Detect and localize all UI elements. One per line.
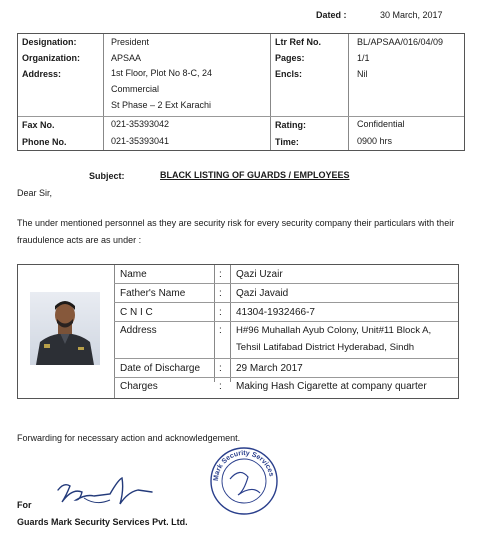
rating-value: Confidential xyxy=(357,119,405,129)
header-table xyxy=(17,33,465,151)
address-line-3: St Phase – 2 Ext Karachi xyxy=(111,100,212,110)
personnel-table xyxy=(17,264,459,399)
cnic-value: 41304-1932466-7 xyxy=(236,307,315,318)
address-row-value-line-2: Tehsil Latifabad District Hyderabad, Sindh xyxy=(236,342,415,353)
organization-value: APSAA xyxy=(111,53,142,63)
company-stamp xyxy=(208,445,280,517)
stamp-text: Mark Security Services xyxy=(212,449,275,482)
for-label: For xyxy=(17,500,32,510)
rating-label: Rating: xyxy=(275,120,306,130)
closing-text: Forwarding for necessary action and acknowledgement. xyxy=(17,433,241,443)
designation-label: Designation: xyxy=(22,37,77,47)
signature-image xyxy=(40,470,160,515)
charges-sep: : xyxy=(219,381,222,392)
body-line-1: The under mentioned personnel as they are security risk for every security company their particulars with their xyxy=(17,218,455,228)
ref-value: BL/APSAA/016/04/09 xyxy=(357,37,444,47)
father-name-sep: : xyxy=(219,288,222,299)
fax-label: Fax No. xyxy=(22,120,55,130)
organization-label: Organization: xyxy=(22,53,80,63)
charges-value: Making Hash Cigarette at company quarter xyxy=(236,381,427,392)
encls-value: Nil xyxy=(357,69,368,79)
phone-value: 021-35393041 xyxy=(111,136,170,146)
discharge-sep: : xyxy=(219,363,222,374)
pages-value: 1/1 xyxy=(357,53,370,63)
date-value: 30 March, 2017 xyxy=(380,10,443,20)
address-line-2: Commercial xyxy=(111,84,160,94)
time-label: Time: xyxy=(275,137,299,147)
father-name-value: Qazi Javaid xyxy=(236,288,289,299)
employee-photo xyxy=(30,292,100,365)
address-row-value-line-1: H#96 Muhallah Ayub Colony, Unit#11 Block A, xyxy=(236,325,432,336)
subject-text: BLACK LISTING OF GUARDS / EMPLOYEES xyxy=(160,170,350,180)
designation-value: President xyxy=(111,37,150,47)
phone-label: Phone No. xyxy=(22,137,67,147)
person-icon xyxy=(30,292,100,365)
cnic-label: C N I C xyxy=(120,307,153,318)
discharge-value: 29 March 2017 xyxy=(236,363,303,374)
encls-label: Encls: xyxy=(275,69,303,79)
address-label: Address: xyxy=(22,69,62,79)
body-line-2: fraudulence acts are as under : xyxy=(17,235,142,245)
salutation: Dear Sir, xyxy=(17,188,53,198)
father-name-label: Father's Name xyxy=(120,288,186,299)
ref-label: Ltr Ref No. xyxy=(275,37,321,47)
subject-label: Subject: xyxy=(89,171,125,181)
address-row-sep: : xyxy=(219,325,222,336)
fax-value: 021-35393042 xyxy=(111,119,170,129)
address-row-label: Address xyxy=(120,325,157,336)
name-label: Name xyxy=(120,269,147,280)
date-label: Dated : xyxy=(316,10,347,20)
address-line-1: 1st Floor, Plot No 8-C, 24 xyxy=(111,68,213,78)
name-sep: : xyxy=(219,269,222,280)
cnic-sep: : xyxy=(219,307,222,318)
time-value: 0900 hrs xyxy=(357,136,393,146)
pages-label: Pages: xyxy=(275,53,305,63)
discharge-label: Date of Discharge xyxy=(120,363,201,374)
company-name: Guards Mark Security Services Pvt. Ltd. xyxy=(17,517,188,527)
charges-label: Charges xyxy=(120,381,158,392)
name-value: Qazi Uzair xyxy=(236,269,283,280)
